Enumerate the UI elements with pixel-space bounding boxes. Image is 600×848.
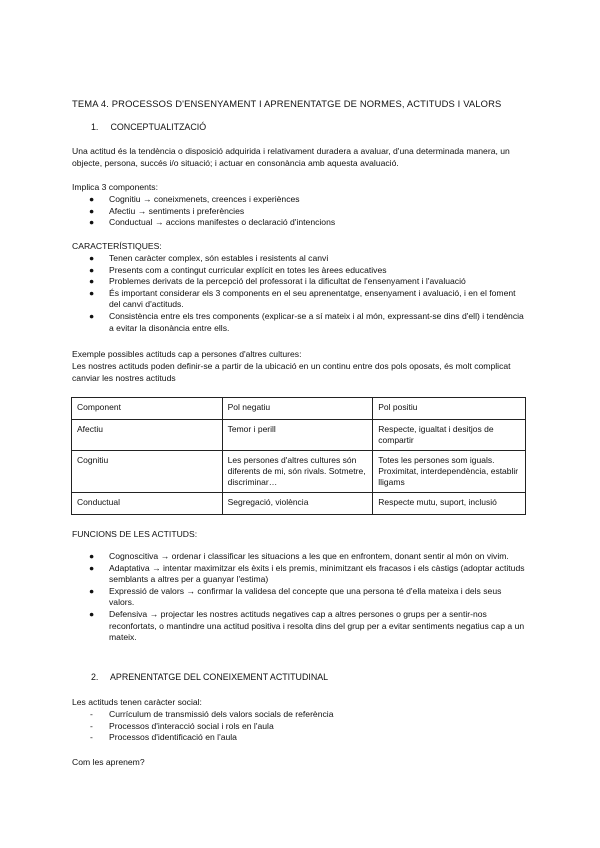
- bullet-icon: ●: [89, 217, 95, 228]
- functions-label: FUNCIONS DE LES ACTITUDS:: [72, 529, 198, 539]
- list-item: - Currículum de transmissió dels valors socials de referència: [90, 709, 334, 719]
- list-item: - Processos d'interacció social i rols en l'aula: [90, 720, 274, 731]
- social-label: Les actituds tenen caràcter social:: [72, 697, 202, 707]
- components-label: Implica 3 components:: [72, 182, 158, 192]
- example-intro: Exemple possibles actituds cap a persones d'altres cultures:: [72, 349, 302, 359]
- characteristics-list: [72, 253, 527, 334]
- list-item: ● Expressió de valors → confirmar la validesa del concepte que una persona té d'ella mateixa i dels seus valors.: [89, 585, 502, 608]
- section-1-number: 1.: [91, 122, 99, 132]
- list-item: ● Problemes derivats de la percepció del professorat i la dificultat de l'ensenyament i l'avaluació: [89, 276, 466, 287]
- list-item: ● Afectiu → sentiments i preferències: [89, 205, 245, 216]
- bullet-icon: ●: [89, 205, 95, 216]
- bullet-icon: ●: [89, 551, 95, 561]
- bullet-icon: ●: [89, 562, 95, 573]
- section-2-number: 2.: [91, 672, 99, 682]
- definition-paragraph: Una actitud és la tendència o disposició adquirida i relativament duradera a avaluar, d'una determinada manera, un objecte, persona, succés i/o situació; i actuar en consonància amb aquesta avaluació.: [72, 146, 510, 168]
- bullet-icon: ●: [89, 585, 95, 596]
- table-cell: Segregació, violència: [222, 493, 373, 515]
- bullet-icon: ●: [89, 253, 95, 263]
- question-text: Com les aprenem?: [72, 757, 145, 767]
- list-item: - Processos d'identificació en l'aula: [90, 732, 237, 743]
- document-title: TEMA 4. PROCESSOS D'ENSENYAMENT I APRENENTATGE DE NORMES, ACTITUDS I VALORS: [72, 98, 502, 109]
- list-item: ● Adaptativa → intentar maximitzar els èxits i els premis, minimitzant els fracasos i els càstigs (adoptar actituds semblants a altres per a guanyar l'estima): [89, 562, 525, 585]
- social-list: [72, 709, 527, 744]
- table-cell: Totes les persones som iguals. Proximitat, interdependència, establir lligams: [373, 451, 526, 493]
- dash-icon: -: [90, 720, 93, 731]
- list-item: ● Presents com a contingut curricular explícit en totes les àrees educatives: [89, 264, 387, 275]
- table-header-cell: Pol positiu: [373, 398, 526, 420]
- dash-icon: -: [90, 709, 93, 719]
- section-2-heading: [91, 672, 328, 684]
- bullet-icon: ●: [89, 608, 95, 619]
- bullet-icon: ●: [89, 264, 95, 275]
- table-cell: Respecte mutu, suport, inclusió: [373, 493, 526, 515]
- functions-list: [72, 551, 527, 644]
- list-item: ● És important considerar els 3 components en el seu aprenentatge, ensenyament i avaluació, i en el foment del canvi d'actituds.: [89, 287, 516, 310]
- table-cell: Conductual: [72, 493, 223, 515]
- components-list: [72, 194, 527, 229]
- table-cell: Temor i perill: [222, 420, 373, 451]
- section-1-title: CONCEPTUALITZACIÓ: [110, 122, 207, 132]
- list-item: ● Conductual → accions manifestes o declaració d'intencions: [89, 217, 336, 228]
- example-description: Les nostres actituds poden definir-se a partir de la ubicació en un continu entre dos pols oposats, és molt complicat canviar les nostres actituds: [72, 361, 511, 383]
- table-header-cell: Component: [72, 398, 223, 420]
- list-item: ● Consistència entre els tres components (explicar-se a sí mateix i al món, expressant-se dins d'ell) i tendència a evitar la disonància entre ells.: [89, 310, 524, 333]
- table-cell: Respecte, igualtat i desitjos de compartir: [373, 420, 526, 451]
- bullet-icon: ●: [89, 194, 95, 204]
- table-header-cell: Pol negatiu: [222, 398, 373, 420]
- attitudes-table: [71, 397, 526, 515]
- dash-icon: -: [90, 732, 93, 743]
- section-2-title: APRENENTATGE DEL CONEIXEMENT ACTITUDINAL: [109, 672, 329, 682]
- list-item: ● Cognoscitiva → ordenar i classificar les situacions a les que en enfrontem, donant sentir al món on vivim.: [89, 551, 509, 561]
- table-cell: Les persones d'altres cultures són diferents de mi, són rivals. Sotmetre, discriminar…: [222, 451, 373, 493]
- table-cell: Afectiu: [72, 420, 223, 451]
- table-cell: Cognitiu: [72, 451, 223, 493]
- table-row: [72, 420, 526, 451]
- table-header-row: [72, 398, 526, 420]
- list-item: ● Cognitiu → coneixmenets, creences i experiènces: [89, 194, 300, 204]
- characteristics-label: CARACTERÍSTIQUES:: [72, 241, 162, 251]
- bullet-icon: ●: [89, 287, 95, 298]
- bullet-icon: ●: [89, 276, 95, 287]
- list-item: ● Defensiva → projectar les nostres actituds negatives cap a altres persones o grups per a sentir-nos reconfortats, o mantindre una actitud positiva i resolta dins del grup per a evitar sentiments negatius cap a un mateix.: [89, 608, 525, 643]
- table-row: [72, 493, 526, 515]
- list-item: ● Tenen caràcter complex, són estables i resistents al canvi: [89, 253, 329, 263]
- bullet-icon: ●: [89, 310, 95, 321]
- section-1-heading: [91, 122, 206, 134]
- table-row: [72, 451, 526, 493]
